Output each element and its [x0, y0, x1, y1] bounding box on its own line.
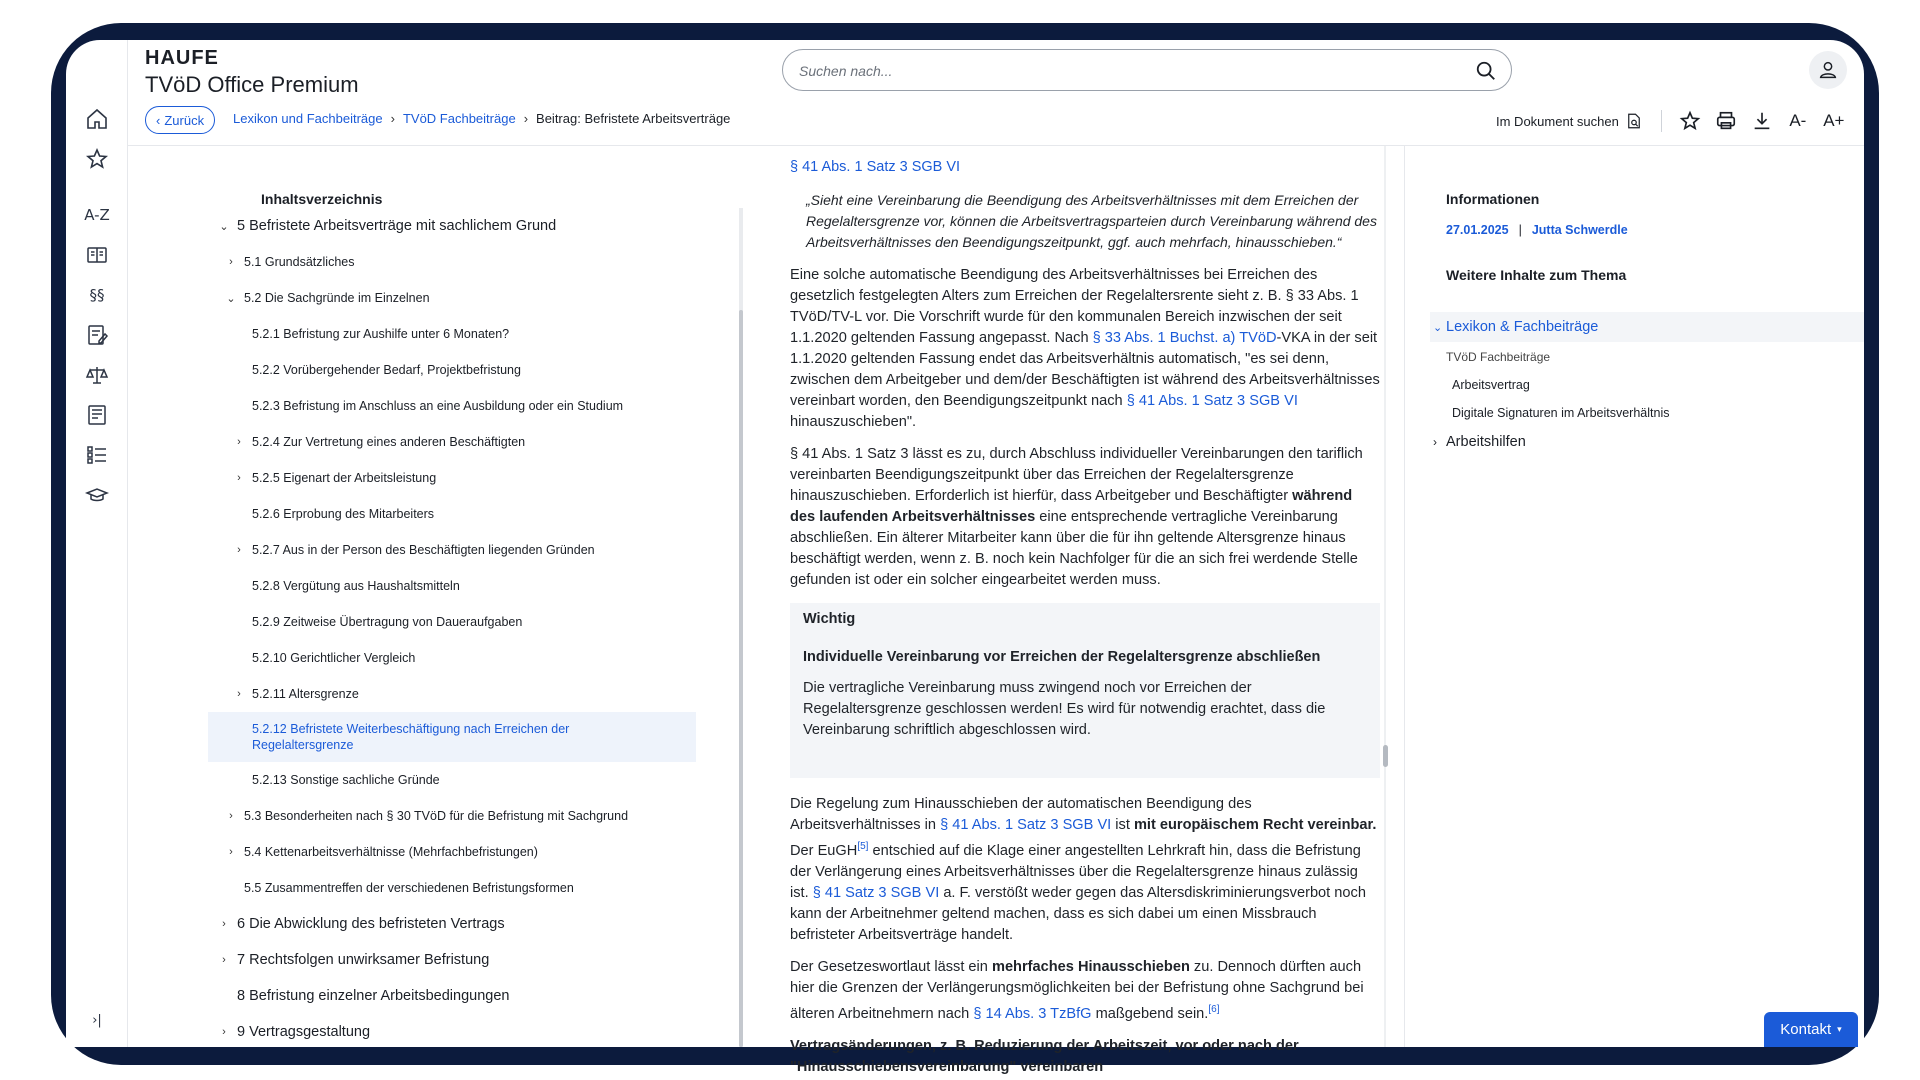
- lexicon-book-icon[interactable]: [84, 242, 110, 268]
- font-increase-button[interactable]: A+: [1823, 111, 1845, 130]
- toc-item[interactable]: [216, 568, 696, 604]
- article-content: [790, 146, 1380, 1075]
- text: Der EuGH: [790, 842, 858, 859]
- toc-item-label: 7 Rechtsfolgen unwirksamer Befristung: [237, 952, 490, 968]
- toc-item[interactable]: [216, 640, 696, 676]
- toc-item[interactable]: [216, 388, 696, 424]
- toc-item[interactable]: [216, 834, 696, 870]
- author-link[interactable]: Jutta Schwerdle: [1531, 223, 1628, 237]
- paragraph: [790, 794, 1380, 946]
- toc-item[interactable]: [216, 906, 696, 942]
- toc-scrollbar-thumb[interactable]: [739, 310, 743, 1047]
- note-title: Wichtig: [803, 611, 856, 627]
- favorites-star-icon[interactable]: [84, 146, 110, 172]
- toc-item[interactable]: [216, 978, 696, 1014]
- toc-item[interactable]: [216, 870, 696, 906]
- toc-item-label: 5.2.8 Vergütung aus Haushaltsmitteln: [252, 579, 460, 593]
- related-tree: [1430, 286, 1864, 457]
- text: a. F. verstößt weder gegen das Altersdiskriminierungsverbot noch kann der Arbeitnehmer geltend machen, dass es sich dabei um einen Missbrauch befristeter Arbeitsverträge handelt.: [790, 884, 1366, 943]
- bookmark-star-icon[interactable]: [1677, 108, 1703, 134]
- chevron-right-icon: ›: [222, 954, 226, 966]
- toc-item-label: 5.4 Kettenarbeitsverhältnisse (Mehrfachbefristungen): [244, 845, 538, 859]
- chevron-right-icon: ›: [229, 810, 233, 822]
- paragraph: [790, 444, 1380, 591]
- checklist-icon[interactable]: [84, 442, 110, 468]
- left-rail: [66, 40, 128, 1047]
- bold-text: mehrfaches Hinausschieben: [991, 958, 1190, 975]
- toc-item-label: 5.3 Besonderheiten nach § 30 TVöD für die Befristung mit Sachgrund: [244, 809, 629, 823]
- chevron-right-icon: ›: [523, 111, 529, 126]
- chevron-right-icon: ›: [1433, 435, 1437, 449]
- contact-button[interactable]: [1764, 1012, 1858, 1047]
- chevron-right-icon: ›: [237, 688, 241, 700]
- breadcrumb-link[interactable]: TVöD Fachbeiträge: [402, 111, 516, 126]
- law-link[interactable]: § 41 Satz 3 SGB VI: [812, 884, 940, 901]
- toc-item-label: 5.1 Grundsätzliches: [244, 255, 355, 269]
- document-toolbar: [1496, 106, 1852, 136]
- chevron-right-icon: ›: [229, 256, 233, 268]
- caret-down-icon: ▾: [1837, 1024, 1842, 1034]
- toc-item[interactable]: [216, 676, 696, 712]
- text: eine entsprechende vertragliche Vereinbarung abschließen. Ein älterer Mitarbeiter kann über die für ihn geltende Altersgrenze hinaus beschäftigt werden, wenn z. B. noch kein Nachfolger für die an sich frei werdende Stelle gefunden ist oder ein solcher eingearbeitet werden muss.: [790, 509, 1358, 588]
- toc-item-label: 5.5 Zusammentreffen der verschiedenen Befristungsformen: [244, 881, 574, 895]
- toc-item-active[interactable]: [208, 712, 696, 762]
- print-icon[interactable]: [1713, 108, 1739, 134]
- paragraph: [790, 265, 1380, 433]
- bold-text: mit europäischem Recht vereinbar.: [1133, 817, 1377, 833]
- law-quote: „Sieht eine Vereinbarung die Beendigung des Arbeitsverhältnisses mit dem Erreichen der Regelaltersgrenze vor, können die Arbeitsvertragsparteien durch Vereinbarung während des Arbeitsverhältnisses den Beendigungszeitpunkt, ggf. auch mehrfach, hinausschieben.“: [806, 192, 1377, 250]
- tree-item-arbeitshilfen[interactable]: [1430, 427, 1864, 457]
- tree-item-label: Lexikon & Fachbeiträge: [1446, 319, 1599, 335]
- toc-item-label: 6 Die Abwicklung des befristeten Vertrags: [237, 916, 505, 932]
- chevron-right-icon: ›: [222, 918, 226, 930]
- a-z-index-icon[interactable]: A-Z: [84, 206, 110, 224]
- related-title: Weitere Inhalte zum Thema: [1446, 267, 1627, 283]
- toc-item-label: 5.2.3 Befristung im Anschluss an eine Ausbildung oder ein Studium: [252, 399, 624, 413]
- toc-item-label: 5.2.13 Sonstige sachliche Gründe: [252, 773, 440, 787]
- back-label: Zurück: [164, 112, 205, 128]
- toc-item-label: 5 Befristete Arbeitsverträge mit sachlichem Grund: [237, 218, 557, 234]
- text: hinauszuschieben".: [790, 414, 917, 430]
- toc-item[interactable]: [216, 496, 696, 532]
- contact-label: Kontakt: [1780, 1021, 1832, 1038]
- text: maßgebend sein.: [1091, 1005, 1209, 1022]
- law-link[interactable]: § 33 Abs. 1 Buchst. a) TVöD: [1092, 330, 1277, 346]
- text: zu. Dennoch dürften auch hier die Grenzen der Verlängerungsmöglichkeiten bei der Befristung ohne Sachgrund bei älteren Arbeitnehmern nach: [790, 958, 1364, 1022]
- search-input[interactable]: [799, 59, 1439, 83]
- toc-item-label: 5.2.9 Zeitweise Übertragung von Daueraufgaben: [252, 615, 523, 629]
- font-decrease-button[interactable]: A-: [1789, 111, 1807, 130]
- toc-item[interactable]: [216, 532, 696, 568]
- toc-item[interactable]: [216, 942, 696, 978]
- text: § 41 Abs. 1 Satz 3 lässt es zu, durch Abschluss individueller Vereinbarungen den tariflich vereinbarten Beendigungszeitpunkt über das Erreichen der Regelaltersgrenze hinauszuschieben. Erforderlich ist hierfür, dass Arbeitgeber und Beschäftigter: [790, 446, 1363, 504]
- chevron-right-icon: ›: [222, 1026, 226, 1038]
- tree-item[interactable]: [1430, 371, 1864, 399]
- tree-item[interactable]: [1430, 399, 1864, 427]
- publish-date: 27.01.2025: [1446, 223, 1509, 237]
- tree-item[interactable]: [1430, 342, 1864, 371]
- important-note-box: [790, 603, 1380, 778]
- info-panel: [1405, 146, 1864, 1047]
- toc-item[interactable]: [216, 352, 696, 388]
- tree-item-label: TVöD Fachbeiträge: [1446, 349, 1551, 364]
- law-link[interactable]: § 41 Abs. 1 Satz 3 SGB VI: [940, 817, 1112, 833]
- toc-item-label: 5.2.5 Eigenart der Arbeitsleistung: [252, 471, 437, 485]
- toc-item[interactable]: [216, 460, 696, 496]
- meta-separator: |: [1518, 223, 1522, 237]
- law-link[interactable]: § 41 Abs. 1 Satz 3 SGB VI: [1126, 393, 1298, 409]
- toc-item-label: 5.2.7 Aus in der Person des Beschäftigten liegenden Gründen: [252, 543, 595, 557]
- article-scrollbar-track[interactable]: [1384, 146, 1386, 1047]
- toc-item[interactable]: [216, 280, 696, 316]
- breadcrumb-link[interactable]: Lexikon und Fachbeiträge: [233, 111, 383, 126]
- toc-list: [216, 208, 696, 1050]
- toc-item-label: 5.2 Die Sachgründe im Einzelnen: [244, 291, 430, 305]
- section-heading: Vertragsänderungen, z. B. Reduzierung der Arbeitszeit, vor oder nach der "Hinausschiebensvereinbarung" vereinbaren: [790, 1037, 1299, 1075]
- breadcrumb-current: Beitrag: Befristete Arbeitsverträge: [536, 111, 731, 126]
- tree-item-label: Arbeitshilfen: [1446, 434, 1526, 450]
- footnote-link[interactable]: [6]: [1208, 1003, 1220, 1015]
- home-icon[interactable]: [84, 106, 110, 132]
- document-search-button[interactable]: [1496, 112, 1643, 130]
- chevron-down-icon: ⌄: [226, 292, 236, 305]
- note-text: Die vertragliche Vereinbarung muss zwingend noch vor Erreichen der Regelaltersgrenze geschlossen werden! Es wird für notwendig erachtet, dass die Vereinbarung schriftlich abgeschlossen wird.: [803, 680, 1326, 738]
- bold-text: während des laufenden Arbeitsverhältnisses: [790, 488, 1353, 525]
- brand-product: TVöD Office Premium: [145, 72, 359, 97]
- toc-item-label: 5.2.4 Zur Vertretung eines anderen Beschäftigten: [252, 435, 526, 449]
- text: Der Gesetzeswortlaut lässt ein: [790, 958, 992, 975]
- toc-item-label: 5.2.6 Erprobung des Mitarbeiters: [252, 507, 435, 521]
- toc-item-label: 5.2.10 Gerichtlicher Vergleich: [252, 651, 416, 665]
- text: -VKA in der seit 1.1.2020 geltenden Fassung endet das Arbeitsverhältnis automatisch, "es sei denn, zwischen dem Arbeitgeber und dem/der Beschäftigten ist während des Arbeitsverhältnisses vereinbart worden, den Beendigungszeitpunkt nach: [790, 330, 1380, 409]
- app-window: [66, 40, 1864, 1075]
- chevron-down-icon: ⌄: [1433, 321, 1443, 334]
- note-subtitle: Individuelle Vereinbarung vor Erreichen der Regelaltersgrenze abschließen: [803, 649, 1321, 665]
- training-cap-icon[interactable]: [84, 482, 110, 508]
- info-title: Informationen: [1446, 191, 1540, 207]
- tree-item-label: Arbeitsvertrag: [1452, 378, 1530, 392]
- user-account-icon[interactable]: [1809, 51, 1847, 89]
- text: entschied auf die Klage einer angestellten Lehrkraft hin, dass die Befristung der Verlängerung eines Arbeitsverhältnisses über die Regelaltersgrenze hinaus zulässig ist.: [790, 842, 1361, 901]
- breadcrumb: [233, 111, 730, 126]
- forms-edit-icon[interactable]: [84, 322, 110, 348]
- law-link[interactable]: § 41 Abs. 1 Satz 3 SGB VI: [790, 159, 961, 175]
- toc-item-label: 5.2.2 Vorübergehender Bedarf, Projektbefristung: [252, 363, 521, 377]
- toc-item[interactable]: [216, 604, 696, 640]
- brand-company: HAUFE: [145, 47, 219, 69]
- toolbar-divider: [1661, 110, 1662, 132]
- brand[interactable]: [145, 47, 359, 98]
- search-icon[interactable]: [1473, 58, 1499, 84]
- toc-item-label: 5.2.11 Altersgrenze: [252, 687, 359, 701]
- search-bar: [782, 49, 1512, 91]
- text: Die Regelung zum Hinausschieben der automatischen Beendigung des Arbeitsverhältnisses in: [790, 796, 1252, 833]
- chevron-down-icon: ⌄: [219, 220, 229, 233]
- tree-item-label: Digitale Signaturen im Arbeitsverhältnis: [1452, 406, 1670, 420]
- toc-item[interactable]: [216, 316, 696, 352]
- toc-title: Inhaltsverzeichnis: [261, 191, 383, 207]
- toc-item[interactable]: [216, 762, 696, 798]
- text: ist: [1111, 817, 1134, 833]
- chevron-right-icon: ›: [229, 846, 233, 858]
- law-link[interactable]: § 14 Abs. 3 TzBfG: [973, 1005, 1092, 1022]
- info-meta: [1446, 223, 1628, 237]
- text: Eine solche automatische Beendigung des Arbeitsverhältnisses bei Erreichen des gesetzlich festgelegten Alters zum Erreichen der Regelaltersrente sieht z. B. § 33 Abs. 1 TVöD/TV-L vor. Die Vorschrift wurde für den kommunalen Bereich inzwischen der seit 1.1.2020 geltenden Fassung angepasst. Nach: [790, 267, 1359, 346]
- articles-document-icon[interactable]: [84, 402, 110, 428]
- document-search-icon: [1625, 112, 1643, 130]
- download-icon[interactable]: [1749, 108, 1775, 134]
- toc-item[interactable]: [216, 1014, 696, 1050]
- toc-item-label: 5.2.12 Befristete Weiterbeschäftigung nach Erreichen der Regelaltersgrenze: [252, 722, 570, 752]
- chevron-left-icon: ‹: [156, 112, 161, 128]
- chevron-right-icon: ›: [237, 544, 241, 556]
- table-of-contents: [128, 146, 693, 1047]
- article-scrollbar-thumb[interactable]: [1383, 745, 1388, 767]
- chevron-right-icon: ›: [390, 111, 395, 126]
- back-button[interactable]: [145, 106, 215, 134]
- toc-item-label: 5.2.1 Befristung zur Aushilfe unter 6 Monaten?: [252, 327, 510, 341]
- tree-item-lexikon[interactable]: [1430, 312, 1864, 342]
- toc-item[interactable]: [216, 798, 696, 834]
- toc-item[interactable]: [216, 208, 696, 244]
- judgments-scale-icon[interactable]: [84, 362, 110, 388]
- footnote-link[interactable]: [5]: [857, 841, 869, 852]
- toc-item-label: 8 Befristung einzelner Arbeitsbedingungen: [237, 988, 510, 1004]
- document-search-label: Im Dokument suchen: [1496, 113, 1619, 129]
- toc-item[interactable]: [216, 424, 696, 460]
- chevron-right-icon: ›: [237, 472, 241, 484]
- expand-rail-icon[interactable]: ›|: [92, 1012, 102, 1028]
- law-paragraphs-icon[interactable]: §§: [89, 286, 105, 304]
- chevron-right-icon: ›: [237, 436, 241, 448]
- toc-item-label: 9 Vertragsgestaltung: [237, 1024, 371, 1040]
- paragraph: [790, 957, 1380, 1025]
- toc-item[interactable]: [216, 244, 696, 280]
